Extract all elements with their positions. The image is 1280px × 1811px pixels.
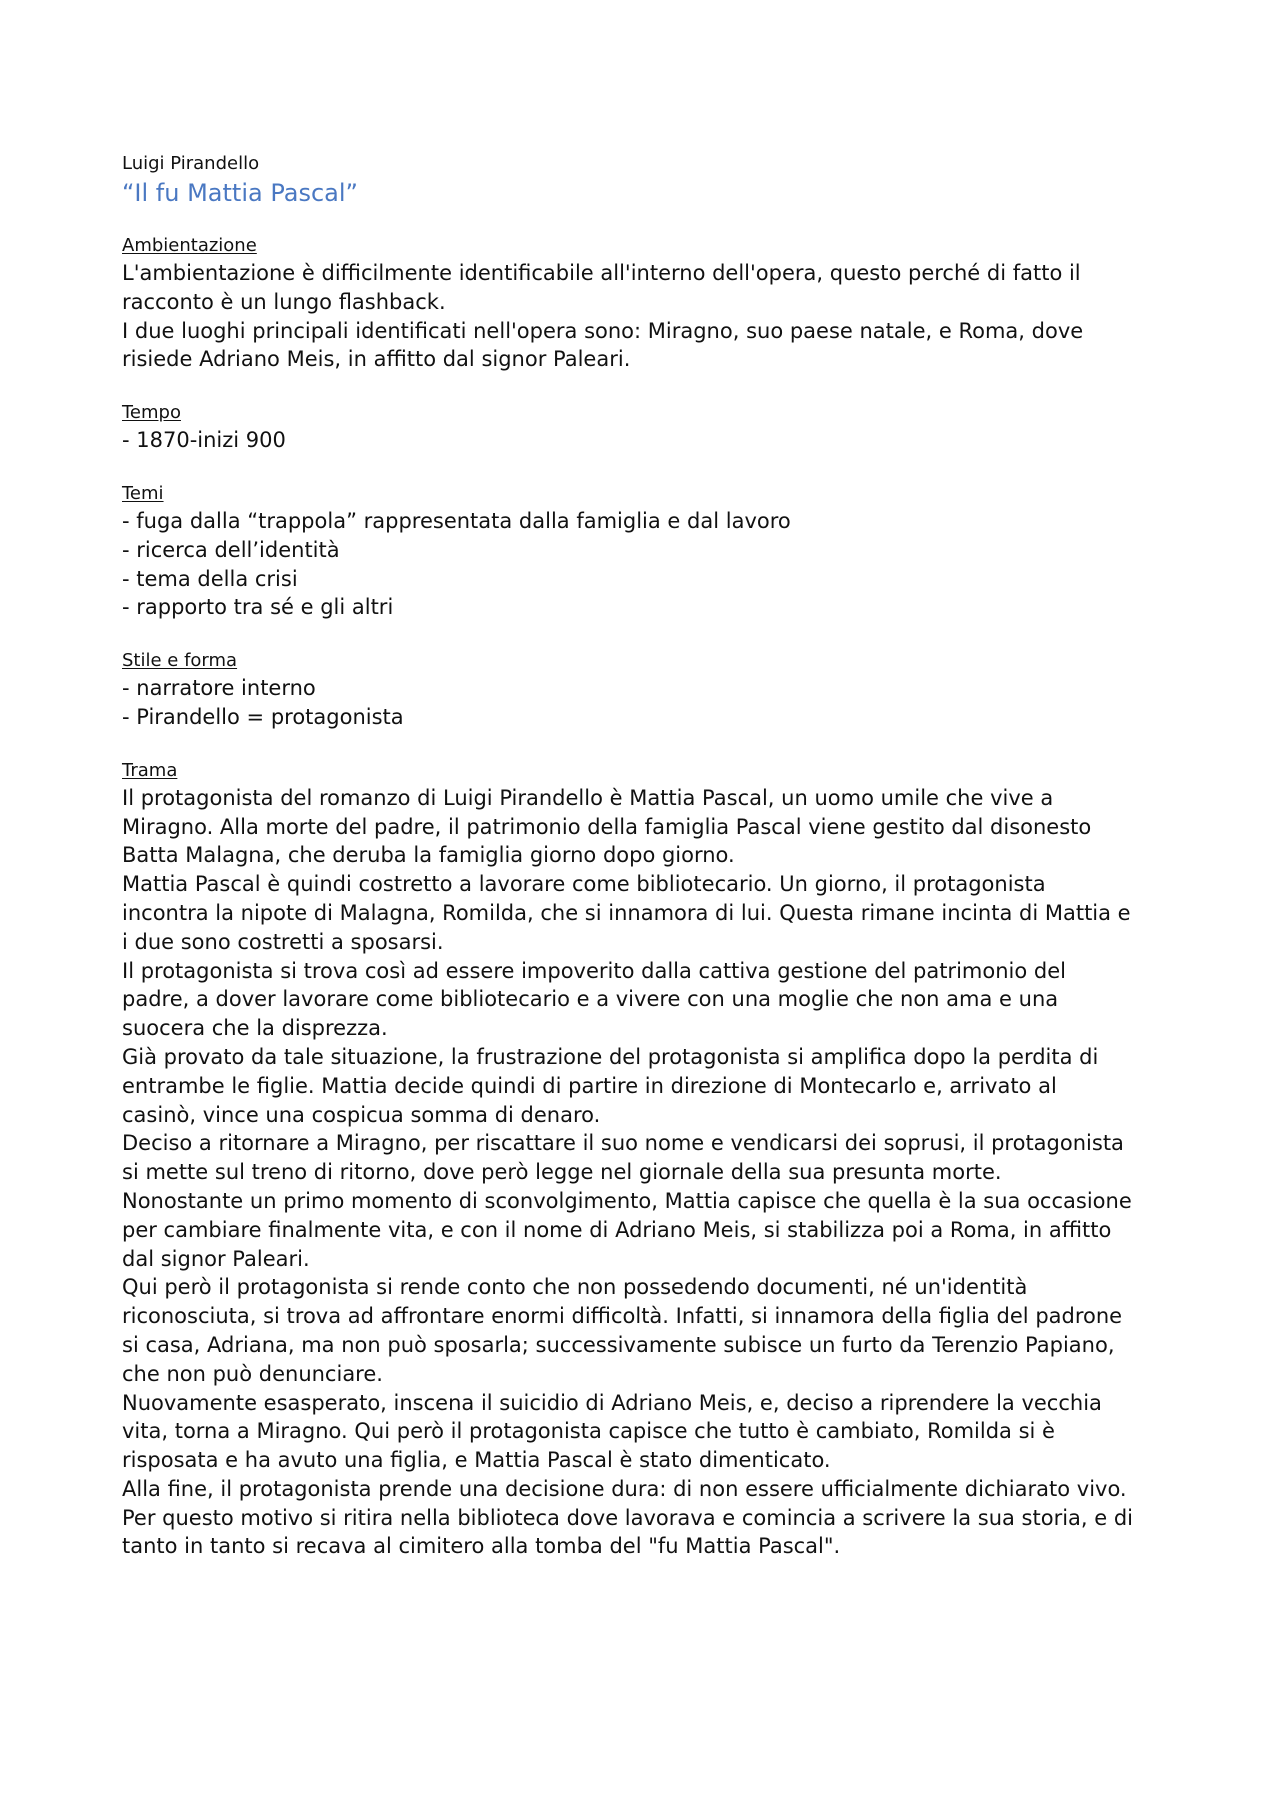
text-line: Nuovamente esasperato, inscena il suicidio di Adriano Meis, e, deciso a riprendere la vecchia <box>122 1390 1102 1415</box>
section-trama <box>122 757 1182 1562</box>
text-line: I due luoghi principali identificati nell'opera sono: Miragno, suo paese natale, e Roma, dove <box>122 318 1084 343</box>
text-line: - tema della crisi <box>122 566 298 591</box>
text-line: - ricerca dell’identità <box>122 537 340 562</box>
text-line: si mette sul treno di ritorno, dove però legge nel giornale della sua presunta morte. <box>122 1160 1002 1185</box>
text-line: Deciso a ritornare a Miragno, per riscattare il suo nome e vendicarsi dei soprusi, il protagonista <box>122 1131 1124 1156</box>
text-line: i due sono costretti a sposarsi. <box>122 929 444 954</box>
text-line: si casa, Adriana, ma non può sposarla; successivamente subisce un furto da Terenzio Papiano, <box>122 1332 1115 1357</box>
text-line: tanto in tanto si recava al cimitero alla tomba del "fu Mattia Pascal". <box>122 1534 841 1559</box>
text-line: per cambiare finalmente vita, e con il nome di Adriano Meis, si stabilizza poi a Roma, in affitto <box>122 1217 1112 1242</box>
section-heading: Stile e forma <box>122 650 238 672</box>
text-line: Già provato da tale situazione, la frustrazione del protagonista si amplifica dopo la perdita di <box>122 1044 1099 1069</box>
text-line: dal signor Paleari. <box>122 1246 310 1271</box>
text-line: - Pirandello = protagonista <box>122 704 404 729</box>
text-line: Il protagonista del romanzo di Luigi Pirandello è Mattia Pascal, un uomo umile che vive a <box>122 785 1054 810</box>
text-line: racconto è un lungo flashback. <box>122 289 446 314</box>
text-line: Miragno. Alla morte del padre, il patrimonio della famiglia Pascal viene gestito dal disonesto <box>122 814 1092 839</box>
text-line: padre, a dover lavorare come bibliotecario e a vivere con una moglie che non ama e una <box>122 987 1059 1012</box>
text-line: Il protagonista si trova così ad essere impoverito dalla cattiva gestione del patrimonio del <box>122 958 1066 983</box>
text-line: - 1870-inizi 900 <box>122 428 286 453</box>
text-line: casinò, vince una cospicua somma di denaro. <box>122 1102 601 1127</box>
text-line: Qui però il protagonista si rende conto che non possedendo documenti, né un'identità <box>122 1275 1028 1300</box>
text-line: Per questo motivo si ritira nella biblioteca dove lavorava e comincia a scrivere la sua storia, e di <box>122 1505 1134 1530</box>
text-line: Alla fine, il protagonista prende una decisione dura: di non essere ufficialmente dichiarato vivo. <box>122 1476 1127 1501</box>
text-line: - narratore interno <box>122 676 316 701</box>
text-line: - rapporto tra sé e gli altri <box>122 595 394 620</box>
text-line: L'ambientazione è difficilmente identificabile all'interno dell'opera, questo perché di fatto il <box>122 261 1081 285</box>
section-tempo <box>122 399 1182 455</box>
section-temi <box>122 480 1182 622</box>
text-line: Nonostante un primo momento di sconvolgimento, Mattia capisce che quella è la sua occasione <box>122 1188 1132 1213</box>
document-sections <box>122 232 1182 1561</box>
section-heading: Tempo <box>122 402 181 424</box>
text-line: - fuga dalla “trappola” rappresentata dalla famiglia e dal lavoro <box>122 508 791 533</box>
section-ambientazione <box>122 232 1182 374</box>
text-line: incontra la nipote di Malagna, Romilda, che si innamora di lui. Questa rimane incinta di Mattia e <box>122 900 1131 925</box>
section-heading: Temi <box>122 482 164 504</box>
text-line: vita, torna a Miragno. Qui però il protagonista capisce che tutto è cambiato, Romilda si è <box>122 1419 1055 1444</box>
document-author: Luigi Pirandello <box>122 153 260 174</box>
document-title: “Il fu Mattia Pascal” <box>122 179 358 207</box>
text-line: risiede Adriano Meis, in affitto dal signor Paleari. <box>122 347 631 372</box>
section-stile-e-forma <box>122 647 1182 732</box>
text-line: che non può denunciare. <box>122 1361 383 1386</box>
text-line: risposata e ha avuto una figlia, e Mattia Pascal è stato dimenticato. <box>122 1448 831 1473</box>
text-line: Batta Malagna, che deruba la famiglia giorno dopo giorno. <box>122 843 735 868</box>
text-line: suocera che la disprezza. <box>122 1016 388 1041</box>
text-line: Mattia Pascal è quindi costretto a lavorare come bibliotecario. Un giorno, il protagonista <box>122 872 1046 897</box>
text-line: entrambe le figlie. Mattia decide quindi di partire in direzione di Montecarlo e, arrivato al <box>122 1073 1057 1098</box>
section-heading: Trama <box>122 759 178 781</box>
section-heading: Ambientazione <box>122 235 257 256</box>
text-line: riconosciuta, si trova ad affrontare enormi difficoltà. Infatti, si innamora della figlia del padrone <box>122 1304 1123 1329</box>
document-page <box>122 150 1182 1586</box>
